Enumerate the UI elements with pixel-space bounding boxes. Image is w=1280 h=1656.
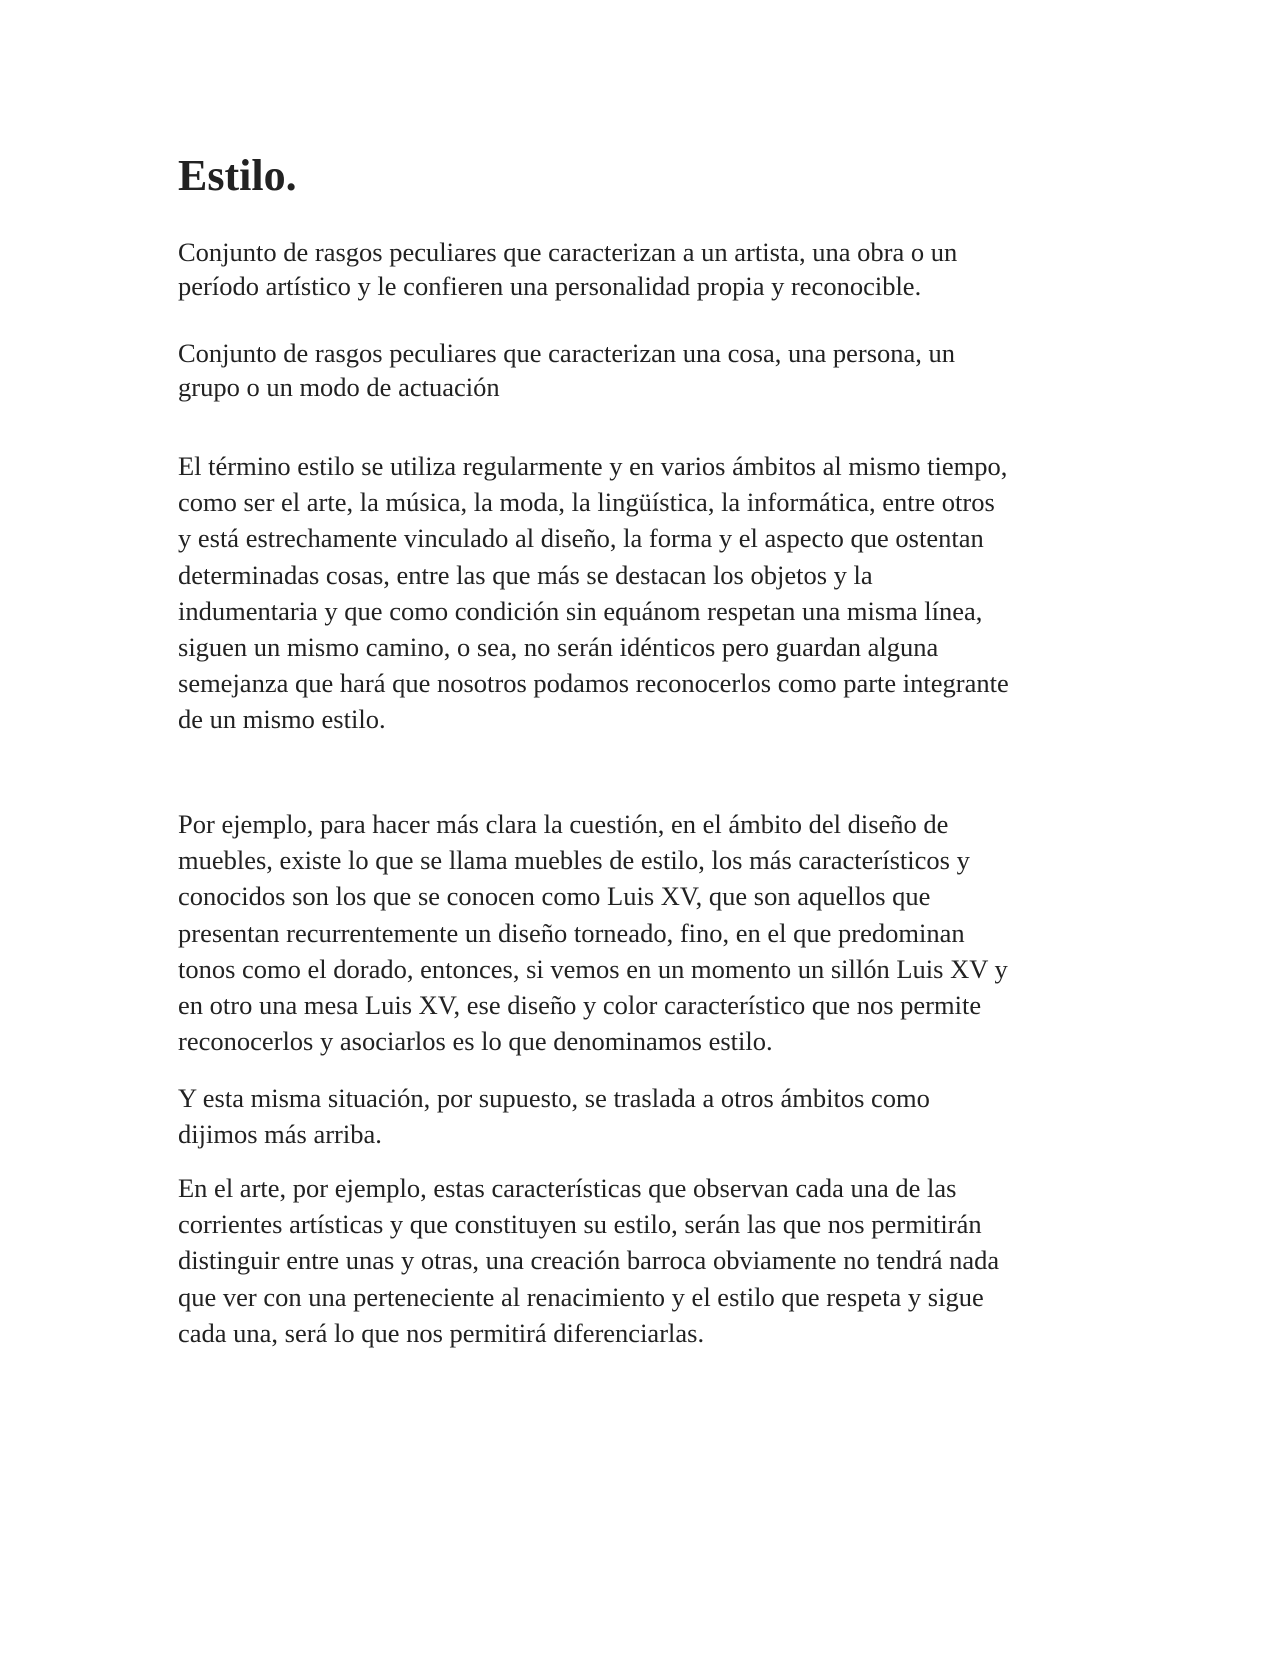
text-line: presentan recurrentemente un diseño torneado, fino, en el que predominan xyxy=(178,917,965,948)
text-line: indumentaria y que como condición sin equánom respetan una misma línea, xyxy=(178,595,983,626)
text-line: Conjunto de rasgos peculiares que caracterizan a un artista, una obra o un xyxy=(178,237,958,267)
text-line: cada una, será lo que nos permitirá diferenciarlas. xyxy=(178,1317,705,1348)
text-line: determinadas cosas, entre las que más se destacan los objetos y la xyxy=(178,559,873,590)
paragraph-other-areas xyxy=(178,1080,930,1152)
text-line: siguen un mismo camino, o sea, no serán idénticos pero guardan alguna xyxy=(178,632,939,663)
paragraph-furniture-example xyxy=(178,806,1008,1059)
text-line: conocidos son los que se conocen como Luis XV, que son aquellos que xyxy=(178,881,931,912)
paragraph-definition-general xyxy=(178,336,955,404)
text-line: grupo o un modo de actuación xyxy=(178,372,500,402)
text-line: de un mismo estilo. xyxy=(178,704,386,735)
paragraph-definition-art xyxy=(178,235,957,303)
document-page xyxy=(178,0,1098,1656)
text-line: Conjunto de rasgos peculiares que caracterizan una cosa, una persona, un xyxy=(178,338,956,368)
text-line: distinguir entre unas y otras, una creación barroca obviamente no tendrá nada xyxy=(178,1245,1000,1276)
text-line: reconocerlos y asociarlos es lo que denominamos estilo. xyxy=(178,1026,773,1057)
paragraph-art-example xyxy=(178,1170,999,1351)
text-line: período artístico y le confieren una personalidad propia y reconocible. xyxy=(178,271,922,301)
text-line: que ver con una perteneciente al renacimiento y el estilo que respeta y sigue xyxy=(178,1281,984,1312)
text-line: semejanza que hará que nosotros podamos reconocerlos como parte integrante xyxy=(178,668,1009,699)
text-line: corrientes artísticas y que constituyen su estilo, serán las que nos permitirán xyxy=(178,1209,982,1240)
text-line: en otro una mesa Luis XV, ese diseño y color característico que nos permite xyxy=(178,990,982,1021)
paragraph-term-usage xyxy=(178,448,1009,738)
text-line: y está estrechamente vinculado al diseño, la forma y el aspecto que ostentan xyxy=(178,523,984,554)
text-line: muebles, existe lo que se llama muebles de estilo, los más característicos y xyxy=(178,845,970,876)
text-line: El término estilo se utiliza regularmente y en varios ámbitos al mismo tiempo, xyxy=(178,451,1008,481)
document-title: Estilo. xyxy=(178,151,297,200)
text-line: Y esta misma situación, por supuesto, se traslada a otros ámbitos como xyxy=(178,1083,930,1113)
text-line: En el arte, por ejemplo, estas características que observan cada una de las xyxy=(178,1173,957,1203)
text-line: como ser el arte, la música, la moda, la lingüística, la informática, entre otros xyxy=(178,487,995,518)
text-line: tonos como el dorado, entonces, si vemos en un momento un sillón Luis XV y xyxy=(178,953,1008,984)
text-line: dijimos más arriba. xyxy=(178,1119,382,1150)
text-line: Por ejemplo, para hacer más clara la cuestión, en el ámbito del diseño de xyxy=(178,809,949,839)
